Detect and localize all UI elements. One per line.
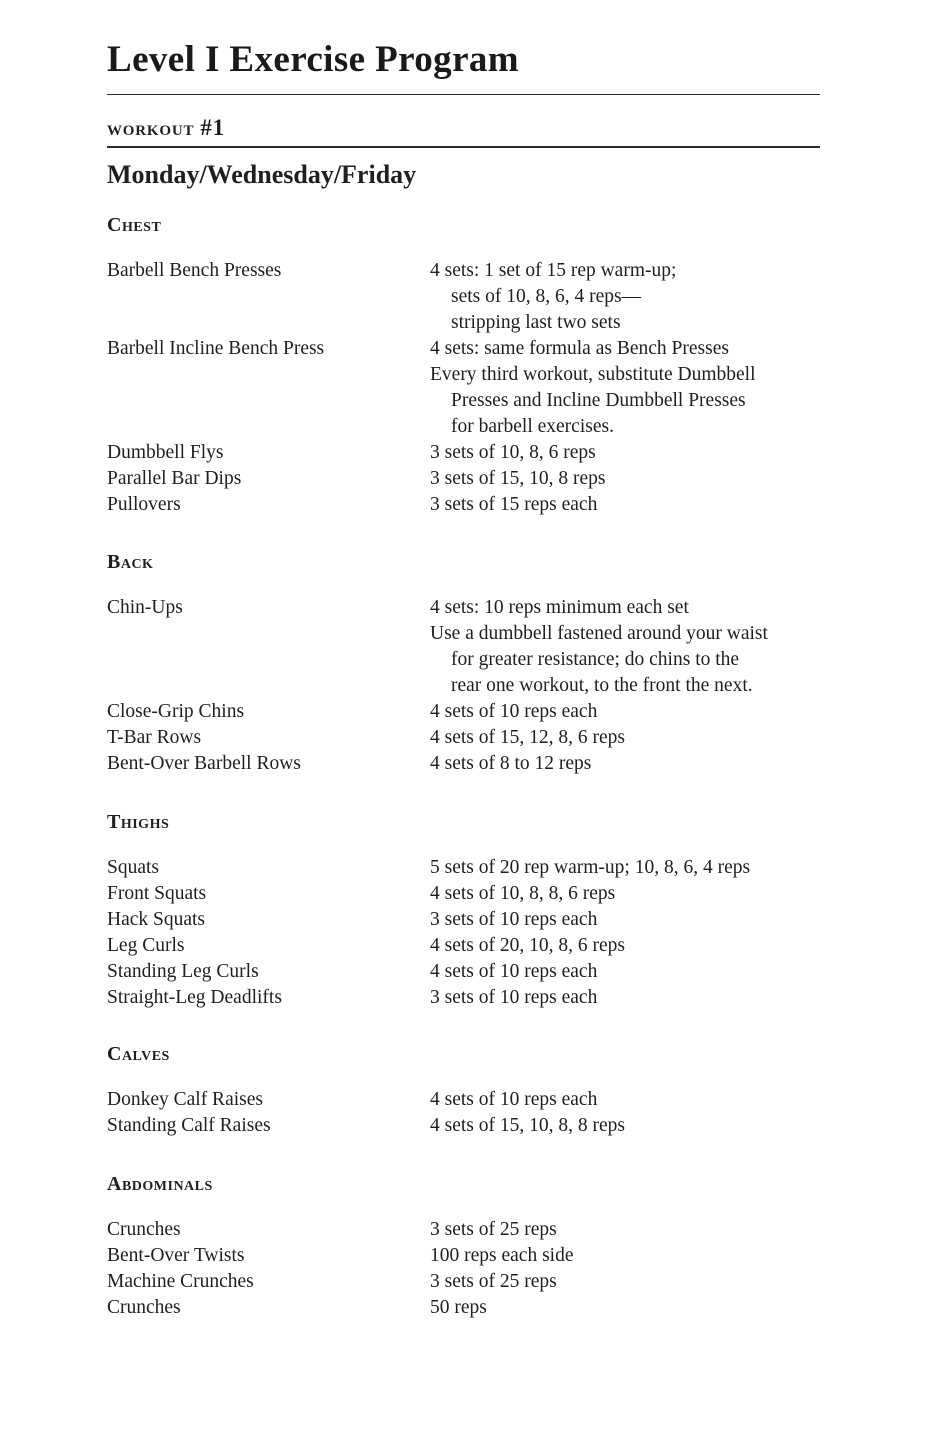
section-abdominals [107, 1172, 827, 1321]
section-heading: Back [107, 551, 154, 573]
exercise-detail-line: 3 sets of 10 reps each [430, 987, 598, 1008]
section-back [107, 550, 827, 777]
exercise-detail [430, 699, 827, 725]
exercise-detail-line: 3 sets of 15 reps each [430, 494, 598, 515]
exercise-name: Standing Leg Curls [107, 961, 259, 982]
exercise-detail-line: 3 sets of 25 reps [430, 1219, 557, 1240]
workout-label-text: workout [107, 116, 195, 140]
exercise-detail-line: 3 sets of 25 reps [430, 1271, 557, 1292]
exercise-detail-line: 100 reps each side [430, 1245, 574, 1266]
section-heading: Abdominals [107, 1173, 213, 1195]
exercise-detail [430, 751, 827, 777]
exercise-list [107, 1087, 827, 1139]
exercise-detail [430, 1217, 827, 1243]
exercise-detail-line: stripping last two sets [451, 312, 621, 333]
exercise-name: Dumbbell Flys [107, 442, 224, 463]
workout-days: Monday/Wednesday/Friday [107, 160, 417, 189]
exercise-detail-line: 3 sets of 10 reps each [430, 909, 598, 930]
exercise-detail-line: 4 sets of 10, 8, 8, 6 reps [430, 883, 616, 904]
exercise-detail-line: 3 sets of 10, 8, 6 reps [430, 442, 596, 463]
exercise-row [107, 362, 827, 440]
exercise-name: Close-Grip Chins [107, 701, 245, 722]
exercise-detail [430, 492, 827, 518]
exercise-detail-line: 50 reps [430, 1297, 487, 1318]
exercise-detail-line: 4 sets of 8 to 12 reps [430, 753, 592, 774]
exercise-detail [430, 985, 827, 1011]
exercise-row [107, 985, 827, 1011]
exercise-row [107, 1113, 827, 1139]
exercise-detail [430, 1087, 827, 1113]
exercise-detail-line: 4 sets of 20, 10, 8, 6 reps [430, 935, 625, 956]
workout-number: #1 [200, 115, 225, 140]
exercise-name: Standing Calf Raises [107, 1115, 271, 1136]
exercise-name [107, 362, 430, 440]
exercise-list [107, 1217, 827, 1321]
exercise-name [107, 621, 430, 699]
exercise-detail-line: for greater resistance; do chins to the [451, 649, 740, 670]
exercise-name: Machine Crunches [107, 1271, 254, 1292]
section-heading: Calves [107, 1043, 170, 1065]
exercise-list [107, 258, 827, 518]
exercise-detail [430, 881, 827, 907]
exercise-name: Pullovers [107, 494, 181, 515]
exercise-detail-line: Every third workout, substitute Dumbbell [430, 364, 756, 385]
exercise-list [107, 595, 827, 777]
exercise-detail [430, 907, 827, 933]
exercise-name: Straight-Leg Deadlifts [107, 987, 282, 1008]
exercise-name: Crunches [107, 1219, 181, 1240]
exercise-name: Barbell Incline Bench Press [107, 338, 325, 359]
exercise-name: Chin-Ups [107, 597, 183, 618]
exercise-detail-line: sets of 10, 8, 6, 4 reps— [451, 286, 642, 307]
exercise-detail [430, 959, 827, 985]
exercise-detail-line: 4 sets of 15, 12, 8, 6 reps [430, 727, 625, 748]
exercise-row [107, 1295, 827, 1321]
exercise-detail-line: 4 sets of 10 reps each [430, 961, 598, 982]
exercise-row [107, 595, 827, 621]
title-divider [107, 94, 820, 95]
exercise-row [107, 336, 827, 362]
exercise-detail [430, 1113, 827, 1139]
workout-divider [107, 146, 820, 148]
exercise-name: Donkey Calf Raises [107, 1089, 263, 1110]
exercise-detail-line: Presses and Incline Dumbbell Presses [451, 390, 746, 411]
exercise-detail [430, 1295, 827, 1321]
exercise-detail-line: 4 sets: 1 set of 15 rep warm-up; [430, 260, 677, 281]
exercise-list [107, 855, 827, 1011]
exercise-name: Parallel Bar Dips [107, 468, 242, 489]
section-chest [107, 213, 827, 518]
section-heading: Chest [107, 214, 162, 236]
exercise-name: Squats [107, 857, 160, 878]
exercise-detail-line: 5 sets of 20 rep warm-up; 10, 8, 6, 4 reps [430, 857, 751, 878]
exercise-row [107, 1217, 827, 1243]
exercise-name: Leg Curls [107, 935, 185, 956]
exercise-detail [430, 466, 827, 492]
exercise-detail [430, 855, 827, 881]
exercise-name: Bent-Over Twists [107, 1245, 245, 1266]
exercise-row [107, 440, 827, 466]
exercise-detail-line: 4 sets of 15, 10, 8, 8 reps [430, 1115, 625, 1136]
page-title: Level I Exercise Program [107, 39, 520, 80]
exercise-detail [430, 440, 827, 466]
exercise-detail [430, 258, 827, 336]
exercise-row [107, 492, 827, 518]
exercise-detail [430, 725, 827, 751]
exercise-name: T-Bar Rows [107, 727, 202, 748]
exercise-detail [430, 1269, 827, 1295]
exercise-detail [430, 621, 827, 699]
exercise-row [107, 725, 827, 751]
exercise-row [107, 855, 827, 881]
exercise-row [107, 907, 827, 933]
exercise-detail-line: Use a dumbbell fastened around your waist [430, 623, 768, 644]
section-calves [107, 1042, 827, 1139]
exercise-name: Front Squats [107, 883, 207, 904]
section-heading: Thighs [107, 811, 170, 833]
exercise-detail [430, 336, 827, 362]
section-thighs [107, 810, 827, 1011]
exercise-detail [430, 933, 827, 959]
exercise-detail [430, 1243, 827, 1269]
workout-label [107, 114, 225, 142]
exercise-row [107, 621, 827, 699]
exercise-detail-line: 4 sets of 10 reps each [430, 701, 598, 722]
exercise-row [107, 751, 827, 777]
exercise-detail-line: 4 sets of 10 reps each [430, 1089, 598, 1110]
exercise-detail-line: 3 sets of 15, 10, 8 reps [430, 468, 606, 489]
exercise-detail [430, 362, 827, 440]
exercise-detail-line: 4 sets: 10 reps minimum each set [430, 597, 689, 618]
exercise-row [107, 933, 827, 959]
exercise-name: Barbell Bench Presses [107, 260, 282, 281]
exercise-row [107, 699, 827, 725]
exercise-row [107, 881, 827, 907]
exercise-name: Hack Squats [107, 909, 206, 930]
exercise-detail-line: for barbell exercises. [451, 416, 614, 437]
exercise-row [107, 1269, 827, 1295]
exercise-row [107, 258, 827, 336]
exercise-name: Bent-Over Barbell Rows [107, 753, 301, 774]
exercise-detail-line: 4 sets: same formula as Bench Presses [430, 338, 729, 359]
exercise-row [107, 1087, 827, 1113]
exercise-row [107, 959, 827, 985]
exercise-row [107, 1243, 827, 1269]
exercise-detail-line: rear one workout, to the front the next. [451, 675, 753, 696]
exercise-name: Crunches [107, 1297, 181, 1318]
exercise-detail [430, 595, 827, 621]
exercise-row [107, 466, 827, 492]
